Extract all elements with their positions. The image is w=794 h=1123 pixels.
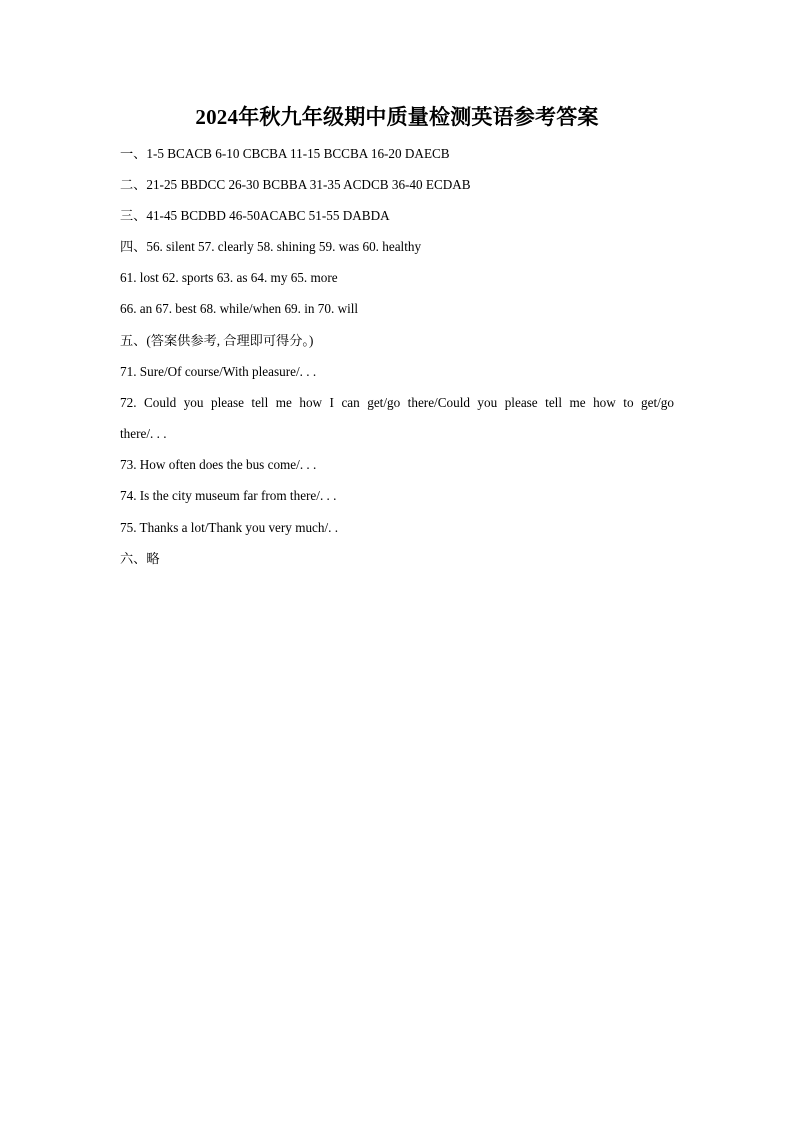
answer-line-72: 72. Could you please tell me how I can get/go there/Could you please tell me how to get/go	[120, 395, 674, 410]
answer-line-72-continued: there/. . .	[120, 426, 167, 441]
answer-line-section-4: 四、56. silent 57. clearly 58. shining 59. was 60. healthy	[120, 239, 422, 254]
answer-line-71: 71. Sure/Of course/With pleasure/. . .	[120, 364, 317, 379]
answer-line-section-5-note: 五、(答案供参考, 合理即可得分。)	[120, 333, 314, 348]
answer-line-75: 75. Thanks a lot/Thank you very much/. .	[120, 520, 339, 535]
answer-line-section-6: 六、略	[120, 551, 160, 566]
page-title: 2024年秋九年级期中质量检测英语参考答案	[195, 105, 599, 129]
answer-line-73: 73. How often does the bus come/. . .	[120, 457, 317, 472]
answer-line-74: 74. Is the city museum far from there/. . .	[120, 488, 337, 503]
answer-line-66-70: 66. an 67. best 68. while/when 69. in 70. will	[120, 301, 359, 316]
answer-line-section-3: 三、41-45 BCDBD 46-50ACABC 51-55 DABDA	[120, 208, 390, 223]
answer-line-section-1: 一、1-5 BCACB 6-10 CBCBA 11-15 BCCBA 16-20 DAECB	[120, 146, 450, 161]
answer-line-61-65: 61. lost 62. sports 63. as 64. my 65. more	[120, 270, 338, 285]
answer-line-section-2: 二、21-25 BBDCC 26-30 BCBBA 31-35 ACDCB 36-40 ECDAB	[120, 177, 471, 192]
